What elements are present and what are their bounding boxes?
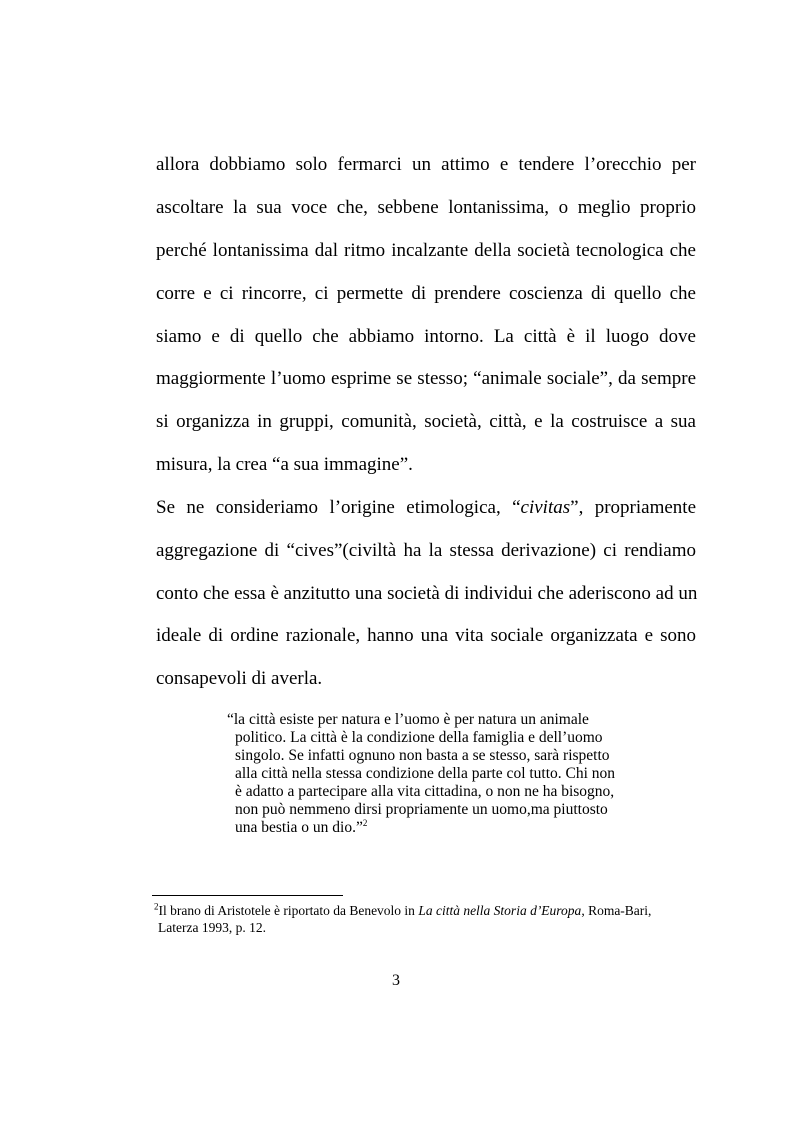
quote-line — [235, 819, 367, 837]
body-line: allora dobbiamo solo fermarci un attimo e tendere l’orecchio per — [156, 154, 696, 175]
footnote-book-title: La città nella Storia d’Europa — [418, 903, 582, 918]
quote-line: è adatto a partecipare alla vita cittadina, o non ne ha bisogno, — [235, 783, 615, 800]
footnote-reference: 2 — [362, 817, 368, 828]
quote-line: “la città esiste per natura e l’uomo è per natura un animale — [227, 711, 589, 728]
body-line: siamo e di quello che abbiamo intorno. La città è il luogo dove — [156, 326, 696, 347]
emphasis-civitas: civitas — [520, 497, 571, 518]
body-line: consapevoli di averla. — [156, 668, 323, 689]
body-text: Se ne consideriamo l’origine etimologica, “ — [156, 497, 521, 518]
footnote-text: , Roma-Bari, — [581, 903, 652, 918]
body-line: conto che essa è anzitutto una società di individui che aderiscono ad un — [156, 583, 698, 604]
body-text: ”, propriamente — [570, 497, 696, 518]
quote-line: politico. La città è la condizione della famiglia e dell’uomo — [235, 729, 603, 746]
quote-line: non può nemmeno dirsi propriamente un uomo,ma piuttosto — [235, 801, 608, 818]
body-line: perché lontanissima dal ritmo incalzante della società tecnologica che — [156, 240, 696, 261]
body-line: aggregazione di “cives”(civiltà ha la stessa derivazione) ci rendiamo — [156, 540, 696, 561]
footnote-line: Laterza 1993, p. 12. — [158, 920, 266, 935]
body-line: maggiormente l’uomo esprime se stesso; “animale sociale”, da sempre — [156, 368, 696, 389]
body-line: si organizza in gruppi, comunità, società, città, e la costruisce a sua — [156, 411, 696, 432]
body-line: misura, la crea “a sua immagine”. — [156, 454, 413, 475]
body-line — [156, 497, 696, 519]
footnote-text: Il brano di Aristotele è riportato da Benevolo in — [158, 903, 419, 918]
body-line: corre e ci rincorre, ci permette di prendere coscienza di quello che — [156, 283, 696, 304]
footnote-line — [154, 903, 651, 919]
body-line: ideale di ordine razionale, hanno una vita sociale organizzata e sono — [156, 625, 696, 646]
body-line: ascoltare la sua voce che, sebbene lontanissima, o meglio proprio — [156, 197, 696, 218]
page-number: 3 — [392, 972, 400, 989]
quote-line: singolo. Se infatti ognuno non basta a se stesso, sarà rispetto — [235, 747, 610, 764]
footnote-marker: 2 — [154, 901, 159, 912]
footnote-separator — [152, 895, 343, 896]
quote-text: una bestia o un dio.” — [235, 819, 363, 836]
quote-line: alla città nella stessa condizione della parte col tutto. Chi non — [235, 765, 616, 782]
